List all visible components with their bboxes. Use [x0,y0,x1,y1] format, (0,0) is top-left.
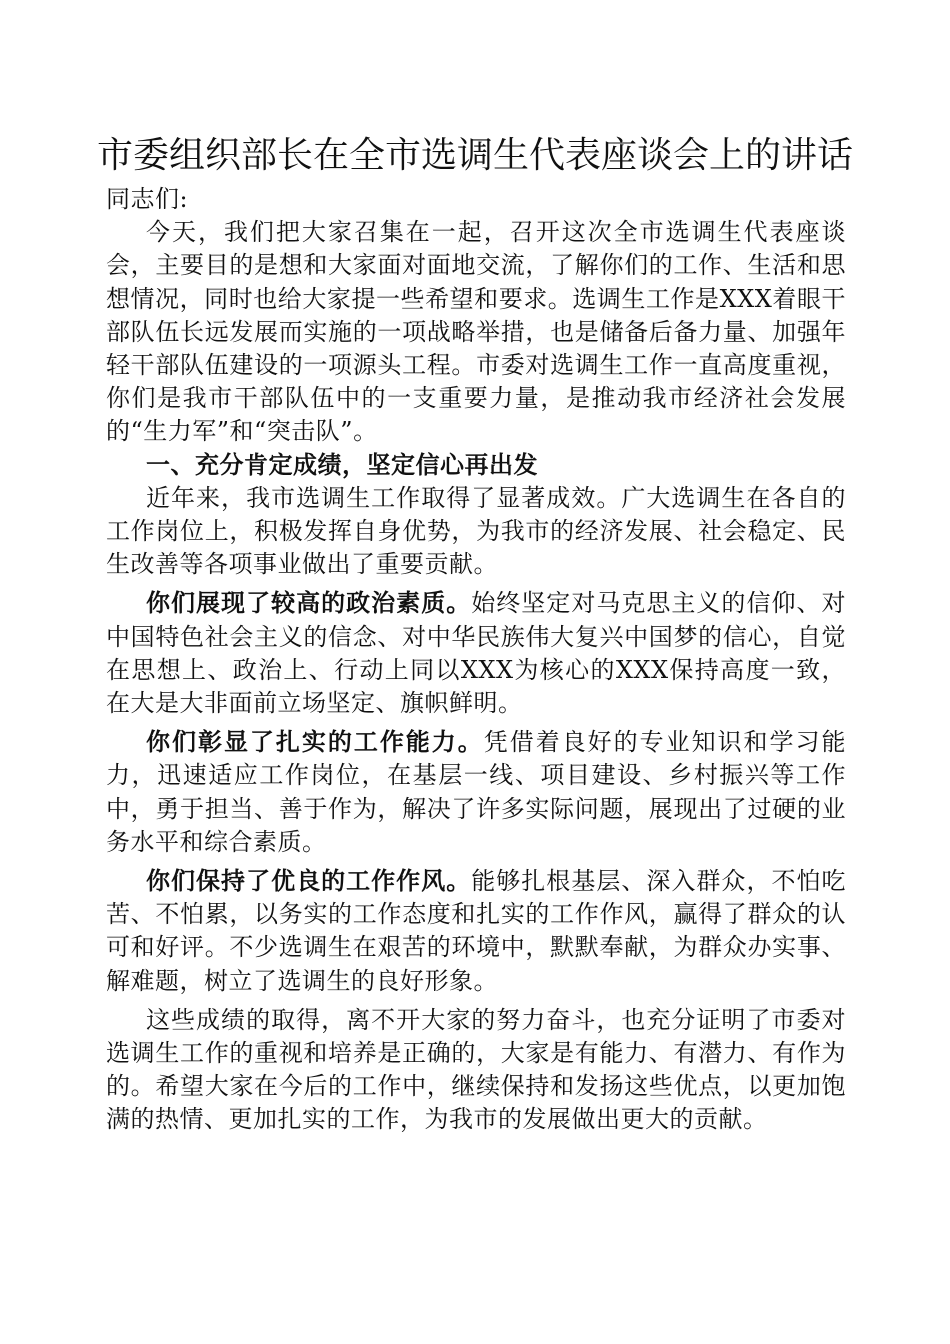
point-text-political: 始终坚定对马克思主义的信仰、对中国特色社会主义的信念、对中华民族伟大复兴中国梦的信心，自觉在思想上、政治上、行动上同以XXX为核心的XXX保持高度一致，在大是大非面前立场坚定、旗帜鲜明。 [106,589,847,718]
document-body [106,183,846,1137]
point-lead-ability: 你们彰显了扎实的工作能力。 [146,728,484,757]
closing-paragraph: 这些成绩的取得，离不开大家的努力奋斗，也充分证明了市委对选调生工作的重视和培养是正确的，大家是有能力、有潜力、有作为的。希望大家在今后的工作中，继续保持和发扬这些优点，以更加饱满的热情、更加扎实的工作，为我市的发展做出更大的贡献。 [106,1005,846,1134]
document-title: 市委组织部长在全市选调生代表座谈会上的讲话 [96,135,853,176]
point-text-ability: 凭借着良好的专业知识和学习能力，迅速适应工作岗位，在基层一线、项目建设、乡村振兴等工作中，勇于担当、善于作为，解决了许多实际问题，展现出了过硬的业务水平和综合素质。 [106,728,846,856]
point-paragraph-style [106,865,846,998]
point-text-style: 能够扎根基层、深入群众，不怕吃苦、不怕累，以务实的工作态度和扎实的工作作风，赢得了群众的认可和好评。不少选调生在艰苦的环境中，默默奉献，为群众办实事、解难题，树立了选调生的良好形象。 [106,867,847,995]
point-lead-style: 你们保持了优良的工作作风。 [146,867,472,896]
salutation: 同志们: [106,185,189,213]
intro-paragraph: 今天，我们把大家召集在一起，召开这次全市选调生代表座谈会，主要目的是想和大家面对面地交流，了解你们的工作、生活和思想情况，同时也给大家提一些希望和要求。选调生工作是XXX着眼干部队伍长远发展而实施的一项战略举措，也是储备后备力量、加强年轻干部队伍建设的一项源头工程。市委对选调生工作一直高度重视，你们是我市干部队伍中的一支重要力量，是推动我市经济社会发展的“生力军”和“突击队”。 [106,218,846,446]
point-paragraph-ability [106,726,846,859]
point-lead-political: 你们展现了较高的政治素质。 [146,589,472,618]
section-heading: 一、充分肯定成绩，坚定信心再出发 [146,450,538,479]
section-intro-paragraph: 近年来，我市选调生工作取得了显著成效。广大选调生在各自的工作岗位上，积极发挥自身优势，为我市的经济发展、社会稳定、民生改善等各项事业做出了重要贡献。 [106,483,846,579]
point-paragraph-political [106,587,846,720]
